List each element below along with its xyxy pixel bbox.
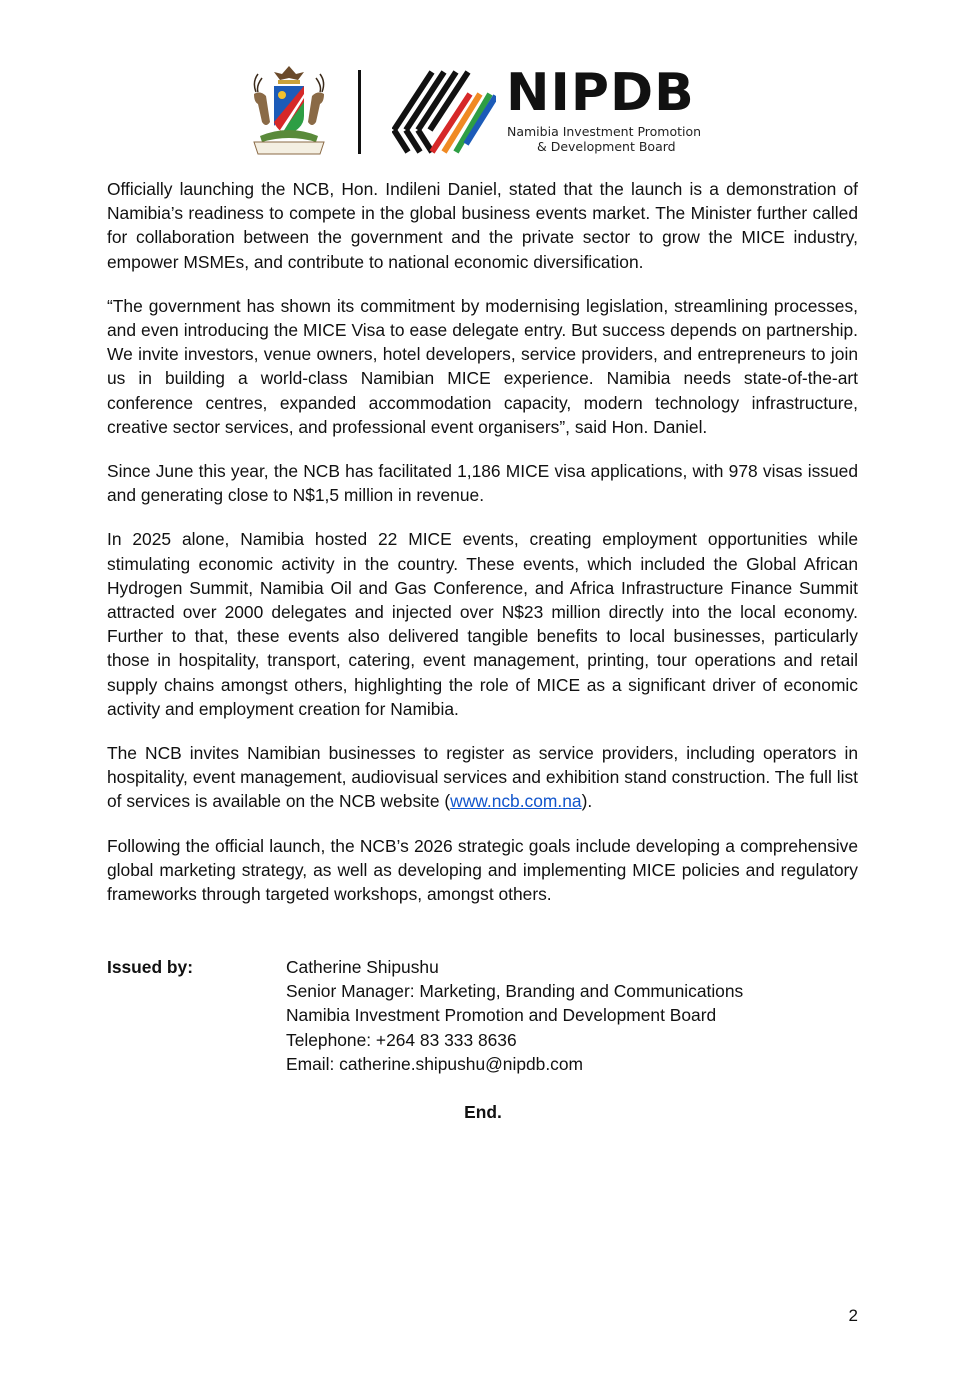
paragraph-launch: Officially launching the NCB, Hon. Indileni Daniel, stated that the launch is a demonstration of Namibia’s readiness to compete in the global business events market. The Minister further called for collaboration between the government and the private sector to grow the MICE industry, empower MSMEs, and contribute to national economic diversification. xyxy=(107,179,858,272)
issued-by-details xyxy=(286,955,743,1076)
contact-title: Senior Manager: Marketing, Branding and Communications xyxy=(286,981,744,1002)
brand-subtitle-line1: Namibia Investment Promotion xyxy=(507,124,702,139)
paragraph-service-providers xyxy=(107,741,858,814)
page-header xyxy=(0,58,966,158)
article-body xyxy=(107,177,858,926)
end-marker: End. xyxy=(464,1102,502,1122)
issued-by-label: Issued by: xyxy=(107,957,194,977)
contact-organization: Namibia Investment Promotion and Development Board xyxy=(286,1005,717,1026)
contact-phone: Telephone: +264 83 333 8636 xyxy=(286,1029,517,1050)
namibia-coat-of-arms-icon xyxy=(246,62,332,158)
paragraph-quote: “The government has shown its commitment by modernising legislation, streamlining processes, and even introducing the MICE Visa to ease delegate entry. But success depends on partnership. We invite investors, venue owners, hotel developers, service providers, and entrepreneurs to join us in building a world-class Namibian MICE experience. Namibia needs state-of-the-art conference centres, expanded accommodation capacity, modern technology infrastructure, creative sector services, and professional event organisers”, said Hon. Daniel. xyxy=(107,295,858,437)
brand-subtitle xyxy=(507,124,701,154)
paragraph-visa-stats: Since June this year, the NCB has facilitated 1,186 MICE visa applications, with 978 visas issued and generating close to N$1,5 million in revenue. xyxy=(107,461,858,506)
brand-subtitle-line2: & Development Board xyxy=(537,139,676,154)
contact-name: Catherine Shipushu xyxy=(286,957,439,977)
ncb-website-link[interactable]: www.ncb.com.na xyxy=(450,791,582,812)
header-divider xyxy=(358,70,361,154)
paragraph-strategic-goals: Following the official launch, the NCB’s 2026 strategic goals include developing a comprehensive global marketing strategy, as well as developing and implementing MICE policies and regulatory frameworks through targeted workshops, amongst others. xyxy=(107,835,858,905)
nipdb-stripes-logo-icon xyxy=(392,70,496,154)
paragraph-text-end: ). xyxy=(581,791,593,812)
contact-email: Email: catherine.shipushu@nipdb.com xyxy=(286,1053,584,1074)
paragraph-text: The NCB invites Namibian businesses to register as service providers, including operators in hospitality, event management, audiovisual services and exhibition stand construction. The full list of services is available on the NCB website ( xyxy=(107,743,858,812)
brand-name: NIPDB xyxy=(506,63,695,123)
page-number: 2 xyxy=(848,1306,858,1325)
paragraph-events: In 2025 alone, Namibia hosted 22 MICE events, creating employment opportunities while stimulating economic activity in the country. These events, which included the Global African Hydrogen Summit, Namibia Oil and Gas Conference, and Africa Infrastructure Finance Summit attracted over 2000 delegates and injected over N$23 million directly into the local economy. Further to that, these events also delivered tangible benefits to local businesses, particularly those in hospitality, transport, catering, event management, printing, tour operations and retail supply chains amongst others, highlighting the role of MICE as a significant driver of economic activity and employment creation for Namibia. xyxy=(107,529,858,719)
